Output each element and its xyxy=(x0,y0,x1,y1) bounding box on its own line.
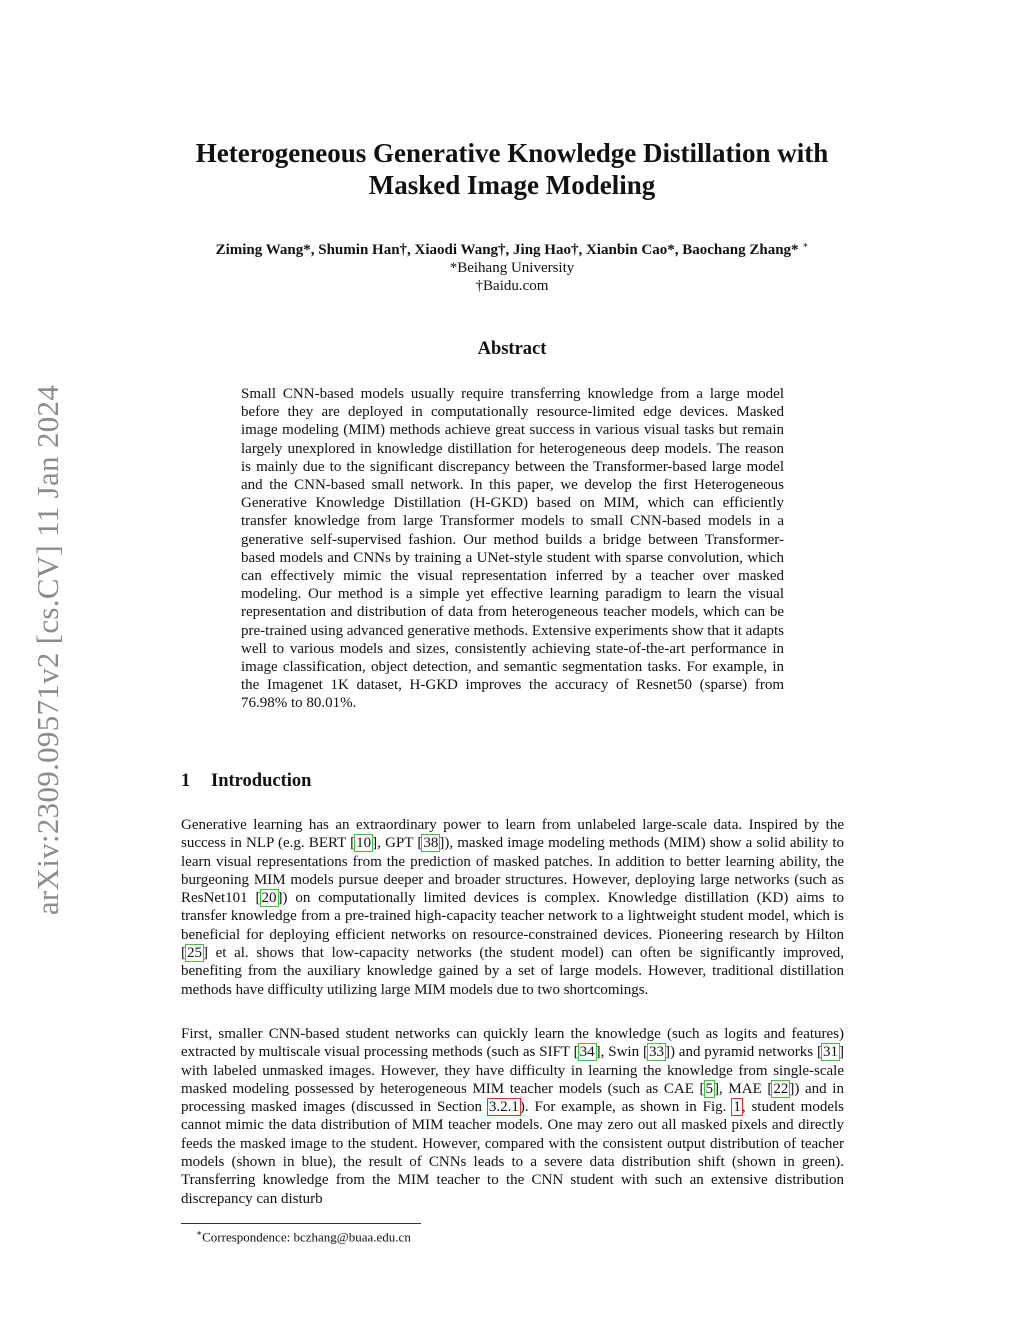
citation-link[interactable]: 31 xyxy=(823,1044,838,1061)
affiliation-baidu: †Baidu.com xyxy=(475,278,549,294)
citation-link[interactable]: 34 xyxy=(579,1044,595,1061)
author-footnote-mark: ∗ xyxy=(802,240,809,250)
affiliation-beihang: *Beihang University xyxy=(449,260,575,276)
author-names: Ziming Wang*, Shumin Han†, Xiaodi Wang†, Jing Hao†, Xianbin Cao*, Baochang Zhang* xyxy=(215,242,799,258)
section-number: 1 xyxy=(181,771,191,791)
intro-paragraph-1: Generative learning has an extraordinary power to learn from unlabeled large-scale data. Inspired by the success in NLP (e.g. BERT [10], GPT [38]), masked image modeling methods (MIM) show a solid ability to learn visual representations from the prediction of masked patches. In addition to better learning ability, the burgeoning MIM models pursue deeper and broader structures. However, deploying large networks (such as ResNet101 [20]) on computationally limited devices is complex. Knowledge distillation (KD) aims to transfer knowledge from a pre-trained high-capacity teacher network to a lightweight student model, which is beneficial for deploying efficient networks on resource-constrained devices. Pioneering research by Hilton [25] et al. shows that low-capacity networks (the student model) can often be significantly improved, benefiting from the auxiliary knowledge gained by a set of large models. However, traditional distillation methods have difficulty utilizing large MIM models due to two shortcomings. xyxy=(181,817,844,998)
figure-ref-link[interactable]: 1 xyxy=(733,1099,741,1116)
citation-link[interactable]: 22 xyxy=(773,1080,789,1097)
arxiv-stamp-text: arXiv:2309.09571v2 [cs.CV] 11 Jan 2024 xyxy=(30,384,65,916)
arxiv-stamp xyxy=(28,360,68,940)
citation-link[interactable]: 5 xyxy=(705,1080,714,1097)
footnote-divider xyxy=(181,1223,421,1224)
citation-link[interactable]: 33 xyxy=(648,1044,664,1061)
section-ref-link[interactable]: 3.2.1 xyxy=(488,1099,519,1116)
footnote-text: Correspondence: bczhang@buaa.edu.cn xyxy=(202,1229,411,1245)
citation-link[interactable]: 20 xyxy=(261,890,277,907)
title-line-2: Masked Image Modeling xyxy=(368,170,656,200)
citation-link[interactable]: 10 xyxy=(356,835,372,852)
section-heading-introduction xyxy=(181,771,311,792)
author-names-line xyxy=(140,236,884,259)
paper-title xyxy=(150,137,874,201)
citation-link[interactable]: 38 xyxy=(423,835,439,852)
intro-paragraph-2: First, smaller CNN-based student networks can quickly learn the knowledge (such as logits and features) extracted by multiscale visual processing methods (such as SIFT [34], Swin [33]) and pyramid networks [31] with labeled unmasked images. However, they have difficulty in learning the knowledge from single-scale masked modeling possessed by heterogeneous MIM teacher models (such as CAE [5], MAE [22]) and in processing masked images (discussed in Section 3.2.1). For example, as shown in Fig. 1, student models cannot mimic the data distribution of MIM teacher models. One may zero out all masked pixels and directly feeds the masked image to the student. However, compared with the consistent output distribution of teacher models (shown in blue), the result of CNNs leads to a severe data distribution shift (shown in green). Transferring knowledge from the MIM teacher to the CNN student with such an extensive distribution discrepancy can disturb xyxy=(181,1026,844,1207)
author-block xyxy=(140,236,884,295)
footnote xyxy=(196,1228,411,1245)
title-line-1: Heterogeneous Generative Knowledge Distillation with xyxy=(195,138,829,168)
abstract-heading: Abstract xyxy=(477,339,547,359)
footnote-mark: ∗ xyxy=(196,1228,203,1238)
section-title: Introduction xyxy=(211,771,312,791)
citation-link[interactable]: 25 xyxy=(187,945,202,962)
abstract-text: Small CNN-based models usually require transferring knowledge from a large model before they are deployed in computationally resource-limited edge devices. Masked image modeling (MIM) methods achieve great success in various visual tasks but remain largely unexplored in knowledge distillation for heterogeneous deep models. The reason is mainly due to the significant discrepancy between the Transformer-based large model and the CNN-based small network. In this paper, we develop the first Heterogeneous Generative Knowledge Distillation (H-GKD) based on MIM, which can efficiently transfer knowledge from large Transformer models to small CNN-based models in a generative self-supervised fashion. Our method builds a bridge between Transformer-based models and CNNs by training a UNet-style student with sparse convolution, which can effectively mimic the visual representation inferred by a teacher over masked modeling. Our method is a simple yet effective learning paradigm to learn the visual representation and distribution of data from heterogeneous teacher models, which can be pre-trained using advanced generative methods. Extensive experiments show that it adapts well to various models and sizes, consistently achieving state-of-the-art performance in image classification, object detection, and semantic segmentation tasks. For example, in the Imagenet 1K dataset, H-GKD improves the accuracy of Resnet50 (sparse) from 76.98% to 80.01%. xyxy=(241,386,784,712)
